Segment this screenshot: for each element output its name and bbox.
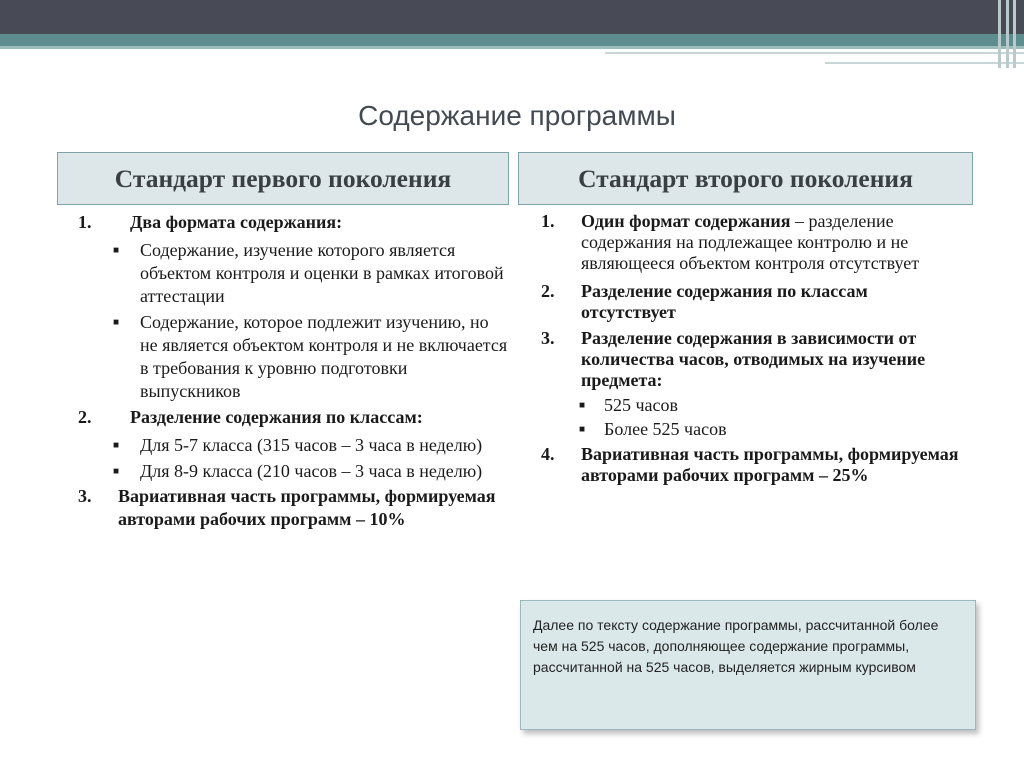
bullet-square-icon: ■ [579, 400, 586, 411]
bullet-square-icon: ■ [113, 440, 120, 451]
bullet-item [78, 239, 508, 308]
list-heading: Разделение содержания в зависимости от количества часов, отводимых на изучение предмета: [581, 328, 926, 390]
list-heading: Один формат содержания [581, 211, 791, 231]
list-item [541, 211, 961, 274]
bullet-item [78, 460, 508, 483]
bullet-text: Содержание, которое подлежит изучению, но не является объектом контроля и не включается в требования к уровню подготовки выпускников [140, 312, 508, 401]
bullet-text: Для 8-9 класса (210 часов – 3 часа в неделю) [140, 461, 483, 481]
left-header-text: Стандарт первого поколения [114, 163, 452, 193]
decor-stripe [1013, 0, 1016, 68]
list-heading: Разделение содержания по классам: [130, 407, 423, 427]
decor-stripe [998, 0, 1001, 68]
bullet-square-icon: ■ [579, 424, 586, 435]
decor-stripe [1006, 0, 1009, 68]
slide-title: Содержание программы [358, 100, 676, 131]
list-item [541, 328, 961, 391]
accent-band-thin [0, 46, 1024, 49]
note-text: Далее по тексту содержание программы, рассчитанной более чем на 525 часов, дополняющее содержание программы, рассчитанной на 525 часов, выделяется жирным курсивом [533, 617, 939, 675]
list-item [78, 485, 508, 531]
bullet-text: Для 5-7 класса (315 часов – 3 часа в неделю) [140, 435, 483, 455]
decor-line [825, 62, 1024, 64]
list-heading: Вариативная часть программы, формируемая авторами рабочих программ – 25% [581, 444, 959, 485]
bullet-item [541, 395, 961, 416]
right-column-header [518, 152, 973, 205]
bullet-item [78, 434, 508, 457]
list-number: 3. [541, 328, 555, 348]
left-column-header [57, 152, 509, 205]
list-heading: Два формата содержания: [130, 212, 343, 232]
list-item [541, 281, 961, 323]
bullet-item [541, 419, 961, 440]
bullet-text: Содержание, изучение которого является объектом контроля и оценки в рамках итоговой аттестации [140, 240, 504, 306]
list-number: 1. [541, 211, 555, 231]
list-number: 1. [78, 212, 92, 232]
right-header-text: Стандарт второго поколения [578, 163, 913, 193]
list-number: 2. [78, 407, 92, 427]
list-item [78, 406, 508, 429]
list-number: 2. [541, 281, 555, 301]
list-number: 3. [78, 486, 92, 506]
bullet-text: Более 525 часов [604, 419, 727, 439]
note-callout [520, 600, 976, 730]
accent-band [0, 34, 1024, 46]
bullet-text: 525 часов [604, 395, 679, 415]
list-heading: Разделение содержания по классам отсутствует [581, 281, 868, 322]
bullet-square-icon: ■ [113, 245, 120, 256]
list-number: 4. [541, 444, 555, 464]
list-text: – разделение содержания на подлежащее контролю и не являющееся объектом контроля отсутствует [581, 211, 920, 273]
right-column [541, 211, 961, 486]
decor-line [605, 52, 1024, 54]
list-heading: Вариативная часть программы, формируемая авторами рабочих программ – 10% [118, 486, 496, 529]
top-banner [0, 0, 1024, 34]
list-item [78, 211, 508, 234]
bullet-square-icon: ■ [113, 466, 120, 477]
bullet-square-icon: ■ [113, 317, 120, 328]
bullet-item [78, 311, 508, 403]
list-item [541, 444, 961, 486]
left-column [78, 211, 508, 531]
